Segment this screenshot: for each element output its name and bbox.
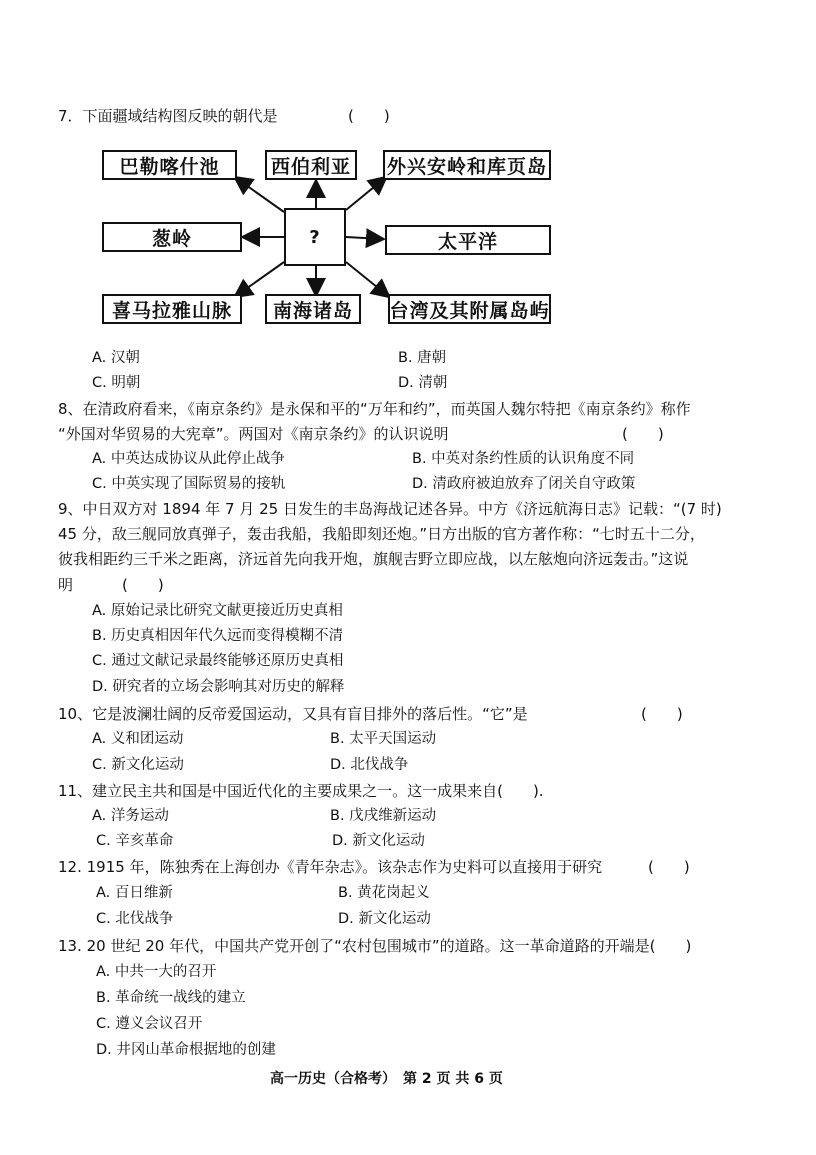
- box-himalaya: 喜马拉雅山脉: [102, 294, 242, 324]
- question-13-stem: 13. 20 世纪 20 年代，中国共产党开创了“农村包围城市”的道路。这一革命道路的开端是( ): [58, 937, 692, 955]
- question-12-stem: 12. 1915 年，陈独秀在上海创办《青年杂志》。该杂志作为史料可以直接用于研究: [58, 858, 603, 876]
- page-footer: 高一历史（合格考） 第 2 页 共 6 页: [270, 1071, 503, 1087]
- box-center-unknown: ?: [284, 208, 346, 266]
- q8-option-d: D. 清政府被迫放弃了闭关自守政策: [412, 476, 636, 492]
- q13-option-a: A. 中共一大的召开: [96, 964, 217, 980]
- q8-option-a: A. 中英达成协议从此停止战争: [92, 451, 285, 467]
- q9-option-c: C. 通过文献记录最终能够还原历史真相: [92, 653, 344, 669]
- q7-option-d: D. 清朝: [398, 375, 448, 391]
- box-balkhash: 巴勒喀什池: [102, 150, 237, 180]
- question-9-answer-paren: ( ): [122, 576, 164, 594]
- q10-option-b: B. 太平天国运动: [330, 731, 437, 747]
- question-9-line-2: 45 分，敌三舰同放真弹子，轰击我船，我船即刻还炮。”日方出版的官方著作称：“七时五十二分，: [58, 525, 705, 543]
- question-10-stem: 10、它是波澜壮阔的反帝爱国运动，又具有盲目排外的落后性。“它”是: [58, 705, 528, 723]
- box-pamirs: 葱岭: [102, 222, 242, 252]
- q7-option-a: A. 汉朝: [92, 350, 140, 366]
- box-siberia: 西伯利亚: [265, 150, 357, 180]
- q12-option-c: C. 北伐战争: [96, 911, 174, 927]
- question-8-line-1: 8、在清政府看来，《南京条约》是永保和平的“万年和约”，而英国人魏尔特把《南京条约》称作: [58, 400, 691, 418]
- question-12-answer-paren: ( ): [648, 858, 690, 876]
- q13-option-d: D. 井冈山革命根据地的创建: [96, 1042, 276, 1058]
- question-7-answer-paren: ( ): [348, 107, 390, 125]
- box-south-china-sea-islands: 南海诸岛: [265, 294, 361, 324]
- q7-option-c: C. 明朝: [92, 375, 141, 391]
- q11-option-b: B. 戊戌维新运动: [330, 808, 437, 824]
- q10-option-d: D. 北伐战争: [330, 757, 409, 773]
- q9-option-b: B. 历史真相因年代久远而变得模糊不清: [92, 628, 344, 644]
- q11-option-d: D. 新文化运动: [332, 833, 425, 849]
- q8-option-c: C. 中英实现了国际贸易的接轨: [92, 476, 286, 492]
- q8-option-b: B. 中英对条约性质的认识角度不同: [412, 451, 635, 467]
- q11-option-c: C. 辛亥革命: [96, 833, 174, 849]
- box-pacific: 太平洋: [385, 225, 551, 255]
- q10-option-c: C. 新文化运动: [92, 757, 184, 773]
- q13-option-b: B. 革命统一战线的建立: [96, 990, 246, 1006]
- q12-option-b: B. 黄花岗起义: [338, 885, 430, 901]
- q11-option-a: A. 洋务运动: [92, 808, 169, 824]
- question-10-answer-paren: ( ): [641, 705, 683, 723]
- q7-option-b: B. 唐朝: [398, 350, 447, 366]
- question-11-stem: 11、建立民主共和国是中国近代化的主要成果之一。这一成果来自( ).: [58, 782, 544, 800]
- question-7-stem: 7．下面疆域结构图反映的朝代是: [58, 107, 278, 125]
- question-9-line-3: 彼我相距约三千米之距离，济远首先向我开炮，旗舰吉野立即应战，以左舷炮向济远轰击。”这说: [58, 550, 689, 568]
- q10-option-a: A. 义和团运动: [92, 731, 184, 747]
- question-9-line-4: 明: [58, 576, 74, 594]
- q12-option-d: D. 新文化运动: [338, 911, 431, 927]
- q9-option-a: A. 原始记录比研究文献更接近历史真相: [92, 603, 343, 619]
- q12-option-a: A. 百日维新: [96, 885, 173, 901]
- question-8-answer-paren: ( ): [622, 425, 664, 443]
- question-8-line-2: “外国对华贸易的大宪章”。两国对《南京条约》的认识说明: [58, 425, 449, 443]
- question-9-line-1: 9、中日双方对 1894 年 7 月 25 日发生的丰岛海战记述各异。中方《济远航海日志》记载：“(7 时): [58, 500, 722, 518]
- box-taiwan-islands: 台湾及其附属岛屿: [388, 294, 551, 324]
- q13-option-c: C. 遵义会议召开: [96, 1016, 203, 1032]
- q9-option-d: D. 研究者的立场会影响其对历史的解释: [92, 679, 345, 695]
- box-outer-xingan-sakhalin: 外兴安岭和库页岛: [383, 150, 551, 180]
